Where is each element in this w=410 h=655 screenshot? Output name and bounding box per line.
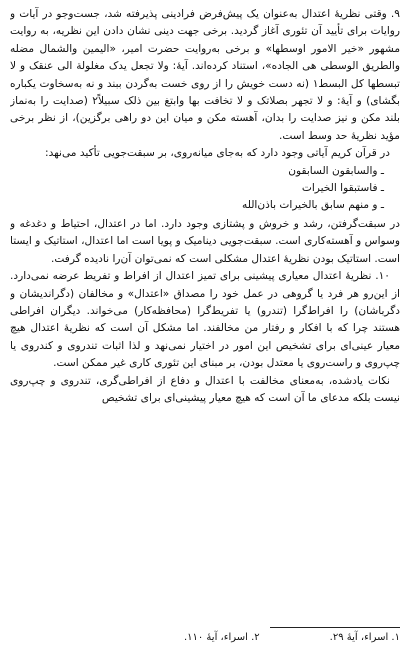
paragraph-9: ۹. وقتی نظریهٔ اعتدال به‌عنوان یک پیش‌فرض فرادینی پذیرفته شد، جست‌وجو در آیات و روایات برای تأیید آن تئوری آغاز گردید. برخی جهت دینی نشان دادن این نظریه، به روایت مشهور «خیر الامور اوسطها» و برخی به‌روایت حضرت امیر، «الیمین والشمال مضله والطریق الوسطی هی الجاده»، استناد کرده‌اند. آیهٔ: ولا تجعل یدک مغلولة الی عنقک و لا تبسطها کل البسط۱ (نه دست خویش را از روی خست به‌گردن ببند و نه به‌سخاوت یکباره بگشای) و آیهٔ: و لا تجهر بصلاتک و لا تخافت بها وابتغ بین ذلک سبیلاً۲ (صدایت را به‌نماز بلند مکن و نیز صدایت را بدان، آهسته مکن و میان این دو راهی برگزین)، از نظر برخی مؤید نظریهٔ حد وسط است. [10, 8, 400, 142]
footnote-1: ۱. اسراء، آیهٔ ۲۹. [329, 632, 400, 643]
quote-verse-3: ـ و منهم سابق بالخیرات باذن‌الله [242, 199, 384, 212]
paragraph-sabqat: در سبقت‌گرفتن، رشد و خروش و پشتازی وجود دارد. اما در اعتدال، احتیاط و دغدغه و وسواس و آهسته‌کاری است. سبقت‌جویی دینامیک و پویا است اما اعتدال، استاتیک و ایستا است. استاتیک بودن نظریهٔ اعتدال مشکلی است که نمی‌توان آن‌را نادیده گرفت. [10, 217, 400, 265]
paragraph-10: ۱۰. نظریهٔ اعتدال معیاری پیشینی برای تمیز اعتدال از افراط و تفریط عرضه نمی‌دارد. از این‌رو هر فرد یا گروهی در عمل خود را مصداق «اعتدال» و مخالفان (دگراندیشان و دگرباشان) را افراط‌گرا (تندرو) یا تفریط‌گرا (محافظه‌کار) می‌خواند. دیگران افراطی هستند چرا که با افکار و رفتار من مخالفند. اما مشکل آن است که نظریهٔ اعتدال هیچ معیار عینی‌ای برای تشخیص این امور در اختیار نمی‌نهد و لذا اثبات تندروی و کندروی یا چپ‌روی و راست‌روی یا معتدل بودن، بر مبنای این تئوری کاری غیر ممکن است. [10, 270, 400, 370]
quote-verse-1: ـ والسابقون السابقون [288, 164, 384, 177]
page-body [10, 6, 400, 655]
paragraph-quran-intro: در قرآن کریم آیاتی وجود دارد که به‌جای میانه‌روی، بر سبقت‌جویی تأکید می‌نهد: [45, 147, 390, 160]
footnote-divider [270, 627, 400, 628]
footnote-2: ۲. اسراء، آیهٔ ۱۱۰. [183, 632, 260, 643]
paragraph-conclusion: نکات یادشده، به‌معنای مخالفت با اعتدال و دفاع از افراطی‌گری، تندروی و چپ‌روی نیست بلکه مدعای ما آن است که هیچ معیار پیشینی‌ای برای تشخیص [10, 374, 400, 404]
footnotes [10, 631, 400, 645]
quote-verse-2: ـ فاستبقوا الخیرات [301, 182, 384, 195]
